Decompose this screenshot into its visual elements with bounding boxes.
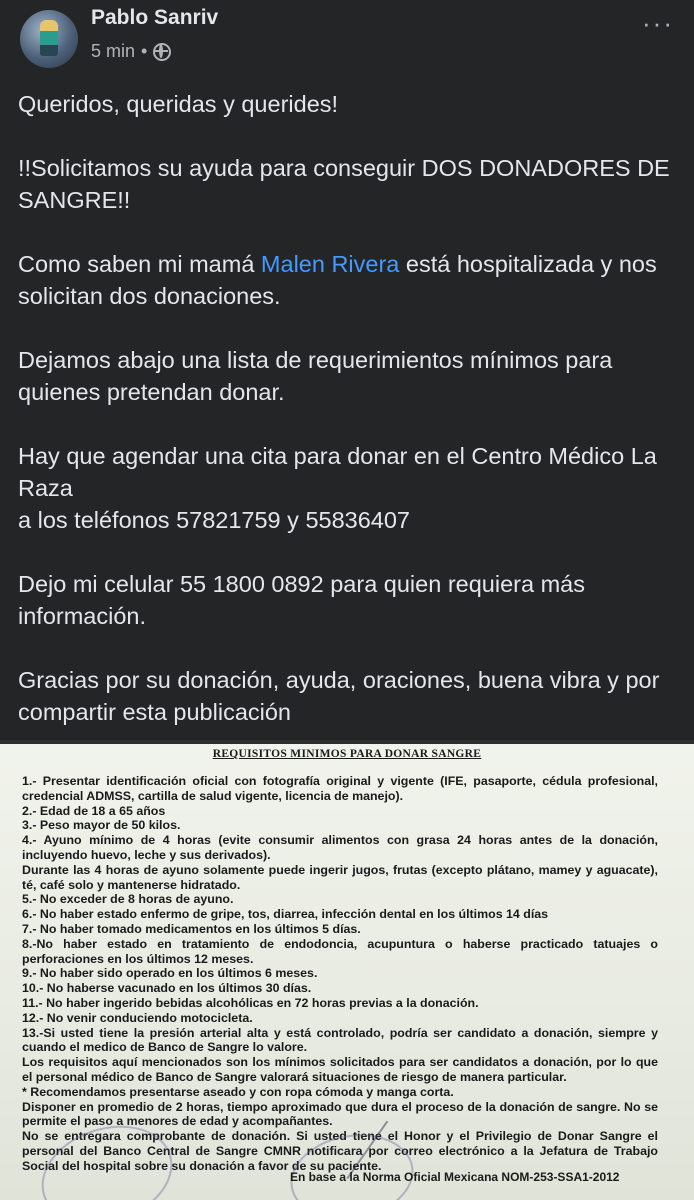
globe-icon[interactable]: [153, 43, 171, 61]
requirement-line: 7.- No haber tomado medicamentos en los últimos 5 días.: [22, 921, 361, 936]
post-paragraph: [18, 248, 678, 312]
avatar-figure: [40, 20, 58, 56]
requirement-line: 12.- No venir conduciendo motocicleta.: [22, 1010, 253, 1025]
requirement-line: Disponer en promedio de 2 horas, tiempo aproximado que dura el proceso de la donación de sangre. No se permite el paso a menores de edad y acompañantes.: [22, 1099, 658, 1129]
post-paragraph: a los teléfonos 57821759 y 55836407: [18, 507, 410, 533]
more-options-icon[interactable]: ···: [642, 8, 674, 38]
post-paragraph: Queridos, queridas y querides!: [18, 91, 339, 117]
attached-document-image[interactable]: [0, 740, 694, 1200]
requirement-line: 11.- No haber ingerido bebidas alcohólicas en 72 horas previas a la donación.: [22, 995, 479, 1010]
post-paragraph: Dejamos abajo una lista de requerimientos mínimos para quienes pretendan donar.: [18, 347, 613, 405]
requirement-line: 6.- No haber estado enfermo de gripe, tos, diarrea, infección dental en los últimos 14 días: [22, 907, 549, 922]
requirement-line: 10.- No haberse vacunado en los últimos 30 días.: [22, 981, 312, 996]
post-paragraph: Dejo mi celular 55 1800 0892 para quien requiera más información.: [18, 571, 585, 629]
paragraph-text: está hospitalizada y nos solicitan dos donaciones.: [18, 251, 657, 309]
post-header: [0, 0, 694, 80]
post-meta: [91, 41, 171, 62]
author-avatar[interactable]: [20, 10, 78, 68]
requirement-line: Durante las 4 horas de ayuno solamente puede ingerir jugos, frutas (excepto plátano, mamey y aguacate), té, café solo y mantenerse hidratado.: [22, 862, 658, 892]
requirement-line: 13.-Si usted tiene la presión arterial alta y está controlado, podría ser candidato a donación, siempre y cuando el medico de Banco de Sangre lo valore.: [22, 1025, 658, 1055]
author-name[interactable]: Pablo Sanriv: [91, 6, 219, 29]
document-title: REQUISITOS MINIMOS PARA DONAR SANGRE: [212, 748, 482, 760]
requirement-line: 9.- No haber sido operado en los últimos 6 meses.: [22, 966, 318, 981]
post-time[interactable]: 5 min: [91, 41, 136, 61]
requirements-list: [22, 774, 658, 1174]
requirement-line: 2.- Edad de 18 a 65 años: [22, 803, 166, 818]
requirement-line: 4.- Ayuno mínimo de 4 horas (evite consumir alimentos con grasa 24 horas antes de la donación, incluyendo huevo, leche y sus derivados).: [22, 833, 658, 862]
requirement-line: 8.-No haber estado en tratamiento de endodoncia, acupuntura o haberse practicado tatuajes o perforaciones en los últimos 12 meses.: [22, 936, 658, 966]
requirement-line: 5.- No exceder de 8 horas de ayuno.: [22, 892, 234, 907]
requirement-line: 1.- Presentar identificación oficial con fotografía original y vigente (IFE, pasaporte, cédula profesional, credencial ADMSS, cartilla de salud vigente, licencia de manejo).: [22, 774, 658, 803]
image-top-edge: [0, 740, 694, 744]
post-paragraph: !!Solicitamos su ayuda para conseguir DOS DONADORES DE SANGRE!!: [18, 155, 670, 213]
post-text: [18, 88, 678, 728]
post-paragraph: Gracias por su donación, ayuda, oraciones, buena vibra y por compartir esta publicación: [18, 667, 660, 725]
requirement-line: Los requisitos aquí mencionados son los mínimos solicitados para ser candidatos a donación, por lo que el personal médico de Banco de Sangre valorará situaciones de riesgo de manera particular.: [22, 1055, 658, 1084]
requirement-line: 3.- Peso mayor de 50 kilos.: [22, 818, 181, 833]
post-paragraph: Hay que agendar una cita para donar en el Centro Médico La Raza: [18, 443, 657, 501]
requirement-line: No se entregara comprobante de donación. Si usted tiene el Honor y el Privilegio de Donar Sangre el personal del Banco Central de Sangre CMNR notificara por correo electrónico a la Jefatura de Trabajo Social del hospital sobre su donación a favor de su paciente.: [22, 1129, 658, 1173]
requirement-line: * Recomendamos presentarse aseado y con ropa cómoda y manga corta.: [22, 1084, 454, 1099]
meta-separator: •: [141, 41, 148, 61]
document-footer: En base a la Norma Oficial Mexicana NOM-253-SSA1-2012: [290, 1170, 620, 1184]
mention-link[interactable]: Malen Rivera: [260, 251, 400, 277]
paragraph-text: Como saben mi mamá: [18, 251, 261, 277]
